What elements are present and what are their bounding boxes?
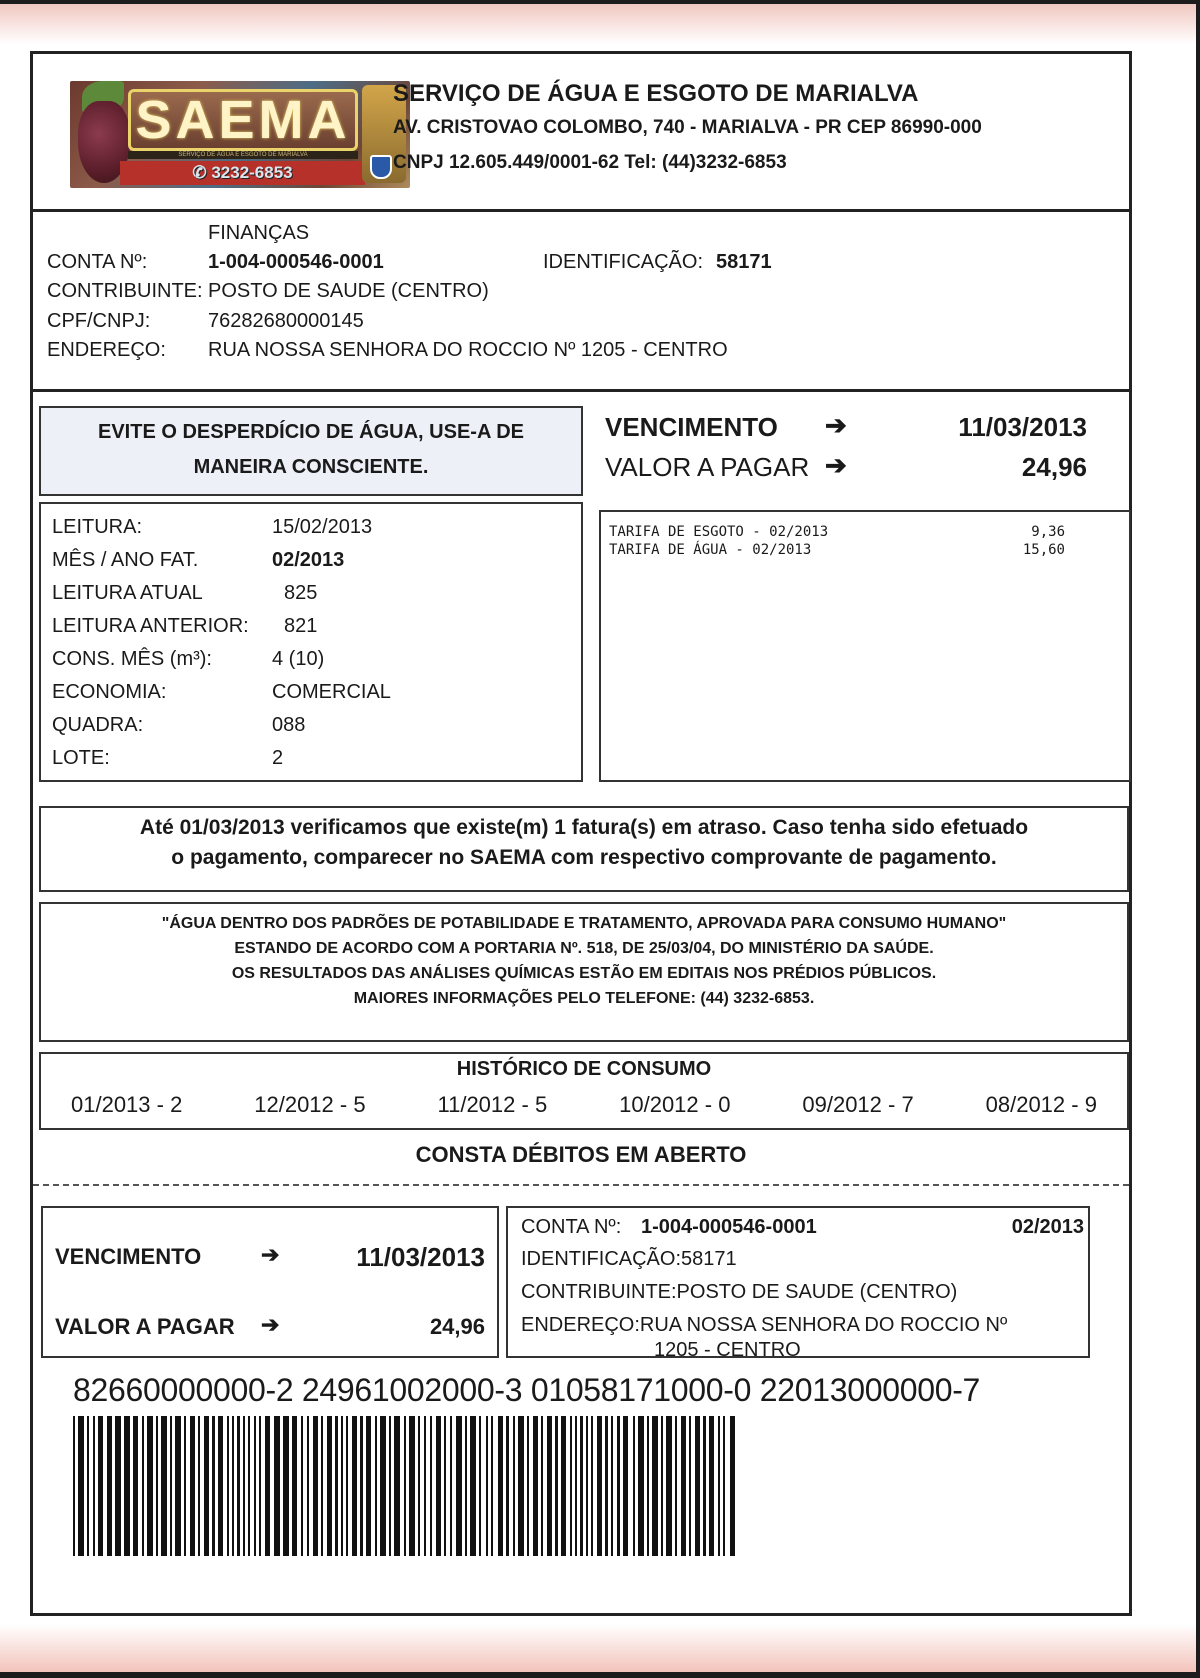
cpf-label: CPF/CNPJ: [47, 310, 151, 332]
barcode-bar [142, 1416, 144, 1556]
billing-month-label: MÊS / ANO FAT. [52, 549, 199, 571]
tariff-amount: 15,60 [1022, 542, 1065, 558]
barcode-bar [161, 1416, 166, 1556]
logo-phone: ✆ 3232-6853 [120, 161, 365, 185]
stub-due-label: VENCIMENTO [55, 1244, 202, 1269]
barcode-bar [404, 1416, 406, 1556]
barcode-bar [232, 1416, 234, 1556]
arrow-right-icon: ➔ [825, 410, 847, 440]
overdue-notice [39, 806, 1129, 892]
tariff-amount: 9,36 [1031, 524, 1065, 540]
payment-barcode [73, 1416, 741, 1556]
barcode-bar [506, 1416, 508, 1556]
barcode-bar [418, 1416, 420, 1556]
arrow-right-icon: ➔ [825, 450, 847, 480]
history-item: 08/2012 - 9 [985, 1092, 1097, 1117]
barcode-bar [723, 1416, 725, 1556]
stub-account-label: CONTA Nº: [521, 1216, 622, 1238]
stub-taxpayer: CONTRIBUINTE:POSTO DE SAUDE (CENTRO) [521, 1281, 958, 1303]
barcode-bar [597, 1416, 602, 1556]
barcode-bar [681, 1416, 686, 1556]
company-cnpj-tel: CNPJ 12.605.449/0001-62 Tel: (44)3232-6853 [393, 152, 787, 173]
due-label: VENCIMENTO [605, 412, 778, 442]
barcode-bar [491, 1416, 493, 1556]
barcode-bar [689, 1416, 691, 1556]
barcode-bar [513, 1416, 515, 1556]
barcode-bar [380, 1416, 385, 1556]
barcode-bar [555, 1416, 557, 1556]
barcode-bar [424, 1416, 426, 1556]
barcode-bar [313, 1416, 318, 1556]
barcode-bar [436, 1416, 441, 1556]
barcode-bar [327, 1416, 332, 1556]
barcode-bar [274, 1416, 279, 1556]
history-item: 12/2012 - 5 [254, 1092, 366, 1117]
barcode-bar [617, 1416, 619, 1556]
barcode-bar [709, 1416, 714, 1556]
barcode-bar [533, 1416, 538, 1556]
barcode-bar [115, 1416, 120, 1556]
history-items [71, 1092, 1097, 1118]
potability-line-1: "ÁGUA DENTRO DOS PADRÕES DE POTABILIDADE E TRATAMENTO, APROVADA PARA CONSUMO HUMANO" [161, 915, 1007, 932]
barcode-bar [409, 1416, 414, 1556]
reading-value: 15/02/2013 [272, 516, 373, 538]
stub-address-line-1: ENDEREÇO:RUA NOSSA SENHORA DO ROCCIO Nº [521, 1314, 1008, 1336]
barcode-bar [78, 1416, 83, 1556]
address-label: ENDEREÇO: [47, 339, 166, 361]
barcode-bar [265, 1416, 270, 1556]
barcode-bar [307, 1416, 309, 1556]
stub-due-date: 11/03/2013 [356, 1242, 485, 1272]
barcode-bar [718, 1416, 720, 1556]
barcode-bar [479, 1416, 481, 1556]
barcode-bar [591, 1416, 593, 1556]
barcode-bar [470, 1416, 475, 1556]
logo-tagline: SERVIÇO DE ÁGUA E ESGOTO DE MARIALVA [128, 151, 358, 159]
barcode-bar [352, 1416, 357, 1556]
account-label: CONTA Nº: [47, 251, 148, 273]
potability-line-4: MAIORES INFORMAÇÕES PELO TELEFONE: (44) 3232-6853. [353, 990, 815, 1007]
barcode-bar [87, 1416, 89, 1556]
current-reading-value: 825 [284, 582, 318, 604]
barcode-bar [237, 1416, 239, 1556]
barcode-bar [360, 1416, 362, 1556]
taxpayer-value: POSTO DE SAUDE (CENTRO) [208, 280, 489, 302]
amount-due: 24,96 [1021, 452, 1087, 482]
barcode-bar [486, 1416, 488, 1556]
barcode-bar [561, 1416, 566, 1556]
history-item: 10/2012 - 0 [619, 1092, 731, 1117]
notice-line-1: EVITE O DESPERDÍCIO DE ÁGUA, USE-A DE [98, 421, 524, 443]
saema-logo [70, 81, 410, 188]
barcode-bar [527, 1416, 529, 1556]
barcode-bar [259, 1416, 261, 1556]
bill-header [33, 54, 1129, 212]
barcode-bar [661, 1416, 663, 1556]
barcode-bar [341, 1416, 343, 1556]
stub-account-info [506, 1206, 1090, 1361]
reading-label: LEITURA: [52, 516, 143, 538]
city-crest-icon [370, 155, 392, 179]
barcode-bar [570, 1416, 572, 1556]
company-address: AV. CRISTOVAO COLOMBO, 740 - MARIALVA - PR CEP 86990-000 [393, 117, 982, 138]
economy-value: COMERCIAL [272, 681, 391, 703]
reading-details [39, 502, 583, 782]
tariff-description: TARIFA DE ESGOTO - 02/2013 [609, 524, 829, 540]
barcode-bar [518, 1416, 523, 1556]
barcode-bar [175, 1416, 180, 1556]
barcode-bar [695, 1416, 700, 1556]
previous-reading-label: LEITURA ANTERIOR: [52, 615, 249, 637]
consumption-value: 4 (10) [272, 648, 325, 670]
taxpayer-label: CONTRIBUINTE: [47, 280, 203, 302]
address-value: RUA NOSSA SENHORA DO ROCCIO Nº 1205 - CENTRO [208, 339, 728, 361]
barcode-bar [430, 1416, 432, 1556]
due-date: 11/03/2013 [958, 412, 1087, 442]
current-reading-label: LEITURA ATUAL [52, 582, 203, 604]
lot-label: LOTE: [52, 747, 110, 769]
barcode-bar [204, 1416, 209, 1556]
tariff-list [599, 510, 1131, 782]
barcode-bar [335, 1416, 337, 1556]
stub-payment-summary [41, 1206, 499, 1358]
customer-info [33, 212, 1129, 392]
history-item: 01/2013 - 2 [71, 1092, 183, 1117]
barcode-bar [301, 1416, 303, 1556]
barcode-bar [623, 1416, 628, 1556]
barcode-bar [586, 1416, 588, 1556]
barcode-bar [375, 1416, 377, 1556]
tear-line [33, 1184, 1129, 1186]
barcode-bar [394, 1416, 399, 1556]
billing-month-value: 02/2013 [272, 549, 345, 571]
barcode-bar [218, 1416, 223, 1556]
department: FINANÇAS [208, 222, 310, 244]
barcode-bar [346, 1416, 348, 1556]
overdue-line-1: Até 01/03/2013 verificamos que existe(m) 1 fatura(s) em atraso. Caso tenha sido efetuado [139, 816, 1029, 839]
water-bill [30, 51, 1132, 1616]
stub-identification: IDENTIFICAÇÃO:58171 [521, 1248, 737, 1270]
barcode-bar [254, 1416, 256, 1556]
stub-amount-label: VALOR A PAGAR [55, 1314, 235, 1339]
barcode-bar [465, 1416, 467, 1556]
barcode-bar [321, 1416, 323, 1556]
barcode-bar [147, 1416, 152, 1556]
barcode-bar [98, 1416, 103, 1556]
barcode-bar [283, 1416, 288, 1556]
logo-brand: SAEMA [128, 89, 358, 151]
overdue-line-2: o pagamento, comparecer no SAEMA com respectivo comprovante de pagamento. [171, 846, 997, 869]
barcode-bar [647, 1416, 649, 1556]
open-debits-notice: CONSTA DÉBITOS EM ABERTO [415, 1142, 747, 1167]
arrow-right-icon: ➔ [261, 1312, 280, 1337]
economy-label: ECONOMIA: [52, 681, 167, 703]
tariff-description: TARIFA DE ÁGUA - 02/2013 [609, 542, 812, 558]
company-name: SERVIÇO DE ÁGUA E ESGOTO DE MARIALVA [393, 80, 919, 107]
barcode-bar [611, 1416, 613, 1556]
barcode-bar [605, 1416, 607, 1556]
payment-summary [599, 406, 1129, 502]
barcode-bar [547, 1416, 552, 1556]
history-title: HISTÓRICO DE CONSUMO [456, 1058, 712, 1080]
barcode-bar [389, 1416, 391, 1556]
arrow-right-icon: ➔ [261, 1242, 280, 1267]
barcode-bar [575, 1416, 577, 1556]
digitable-line: 82660000000-2 24961002000-3 01058171000-0 22013000000-7 [73, 1372, 981, 1408]
barcode-bar [292, 1416, 297, 1556]
barcode-bar [93, 1416, 95, 1556]
history-item: 11/2012 - 5 [437, 1092, 548, 1117]
history-item: 09/2012 - 7 [802, 1092, 914, 1117]
barcode-bar [666, 1416, 671, 1556]
notice-line-2: MANEIRA CONSCIENTE. [193, 456, 429, 478]
cpf-value: 76282680000145 [208, 310, 364, 332]
barcode-bar [730, 1416, 735, 1556]
barcode-bar [444, 1416, 446, 1556]
barcode-bar [124, 1416, 129, 1556]
consumption-history [39, 1052, 1129, 1130]
barcode-bar [638, 1416, 643, 1556]
stub-address-line-2: 1205 - CENTRO [654, 1339, 801, 1361]
stub-period: 02/2013 [1011, 1216, 1084, 1238]
barcode-bar [184, 1416, 186, 1556]
barcode-bar [133, 1416, 138, 1556]
stub-amount-due: 24,96 [429, 1314, 485, 1339]
amount-label: VALOR A PAGAR [605, 452, 810, 482]
stub-account-number: 1-004-000546-0001 [641, 1216, 817, 1238]
barcode-bar [73, 1416, 75, 1556]
barcode-bar [198, 1416, 200, 1556]
previous-reading-value: 821 [284, 615, 318, 637]
block-value: 088 [272, 714, 306, 736]
barcode-bar [703, 1416, 705, 1556]
barcode-bar [212, 1416, 214, 1556]
conservation-notice [39, 406, 583, 496]
consumption-label: CONS. MÊS (m³): [52, 648, 212, 670]
barcode-bar [633, 1416, 635, 1556]
barcode-bar [498, 1416, 503, 1556]
potability-notice [39, 902, 1129, 1042]
barcode-bar [652, 1416, 657, 1556]
barcode-bar [227, 1416, 229, 1556]
barcode-bar [456, 1416, 461, 1556]
barcode-bar [190, 1416, 195, 1556]
block-label: QUADRA: [52, 714, 144, 736]
barcode-bar [580, 1416, 582, 1556]
barcode-bar [248, 1416, 250, 1556]
barcode-bar [170, 1416, 172, 1556]
potability-line-2: ESTANDO DE ACORDO COM A PORTARIA Nº. 518, DE 25/03/04, DO MINISTÉRIO DA SAÚDE. [234, 940, 934, 957]
barcode-bar [366, 1416, 371, 1556]
barcode-bar [541, 1416, 543, 1556]
barcode-bar [156, 1416, 158, 1556]
barcode-bar [243, 1416, 245, 1556]
barcode-bar [675, 1416, 677, 1556]
bill-sheet [0, 4, 1196, 1672]
identification-label: IDENTIFICAÇÃO: [543, 251, 704, 273]
account-number: 1-004-000546-0001 [208, 251, 384, 273]
barcode-bar [107, 1416, 112, 1556]
potability-line-3: OS RESULTADOS DAS ANÁLISES QUÍMICAS ESTÃO EM EDITAIS NOS PRÉDIOS PÚBLICOS. [231, 965, 937, 982]
identification-value: 58171 [716, 251, 772, 273]
lot-value: 2 [272, 747, 284, 769]
barcode-bar [450, 1416, 452, 1556]
